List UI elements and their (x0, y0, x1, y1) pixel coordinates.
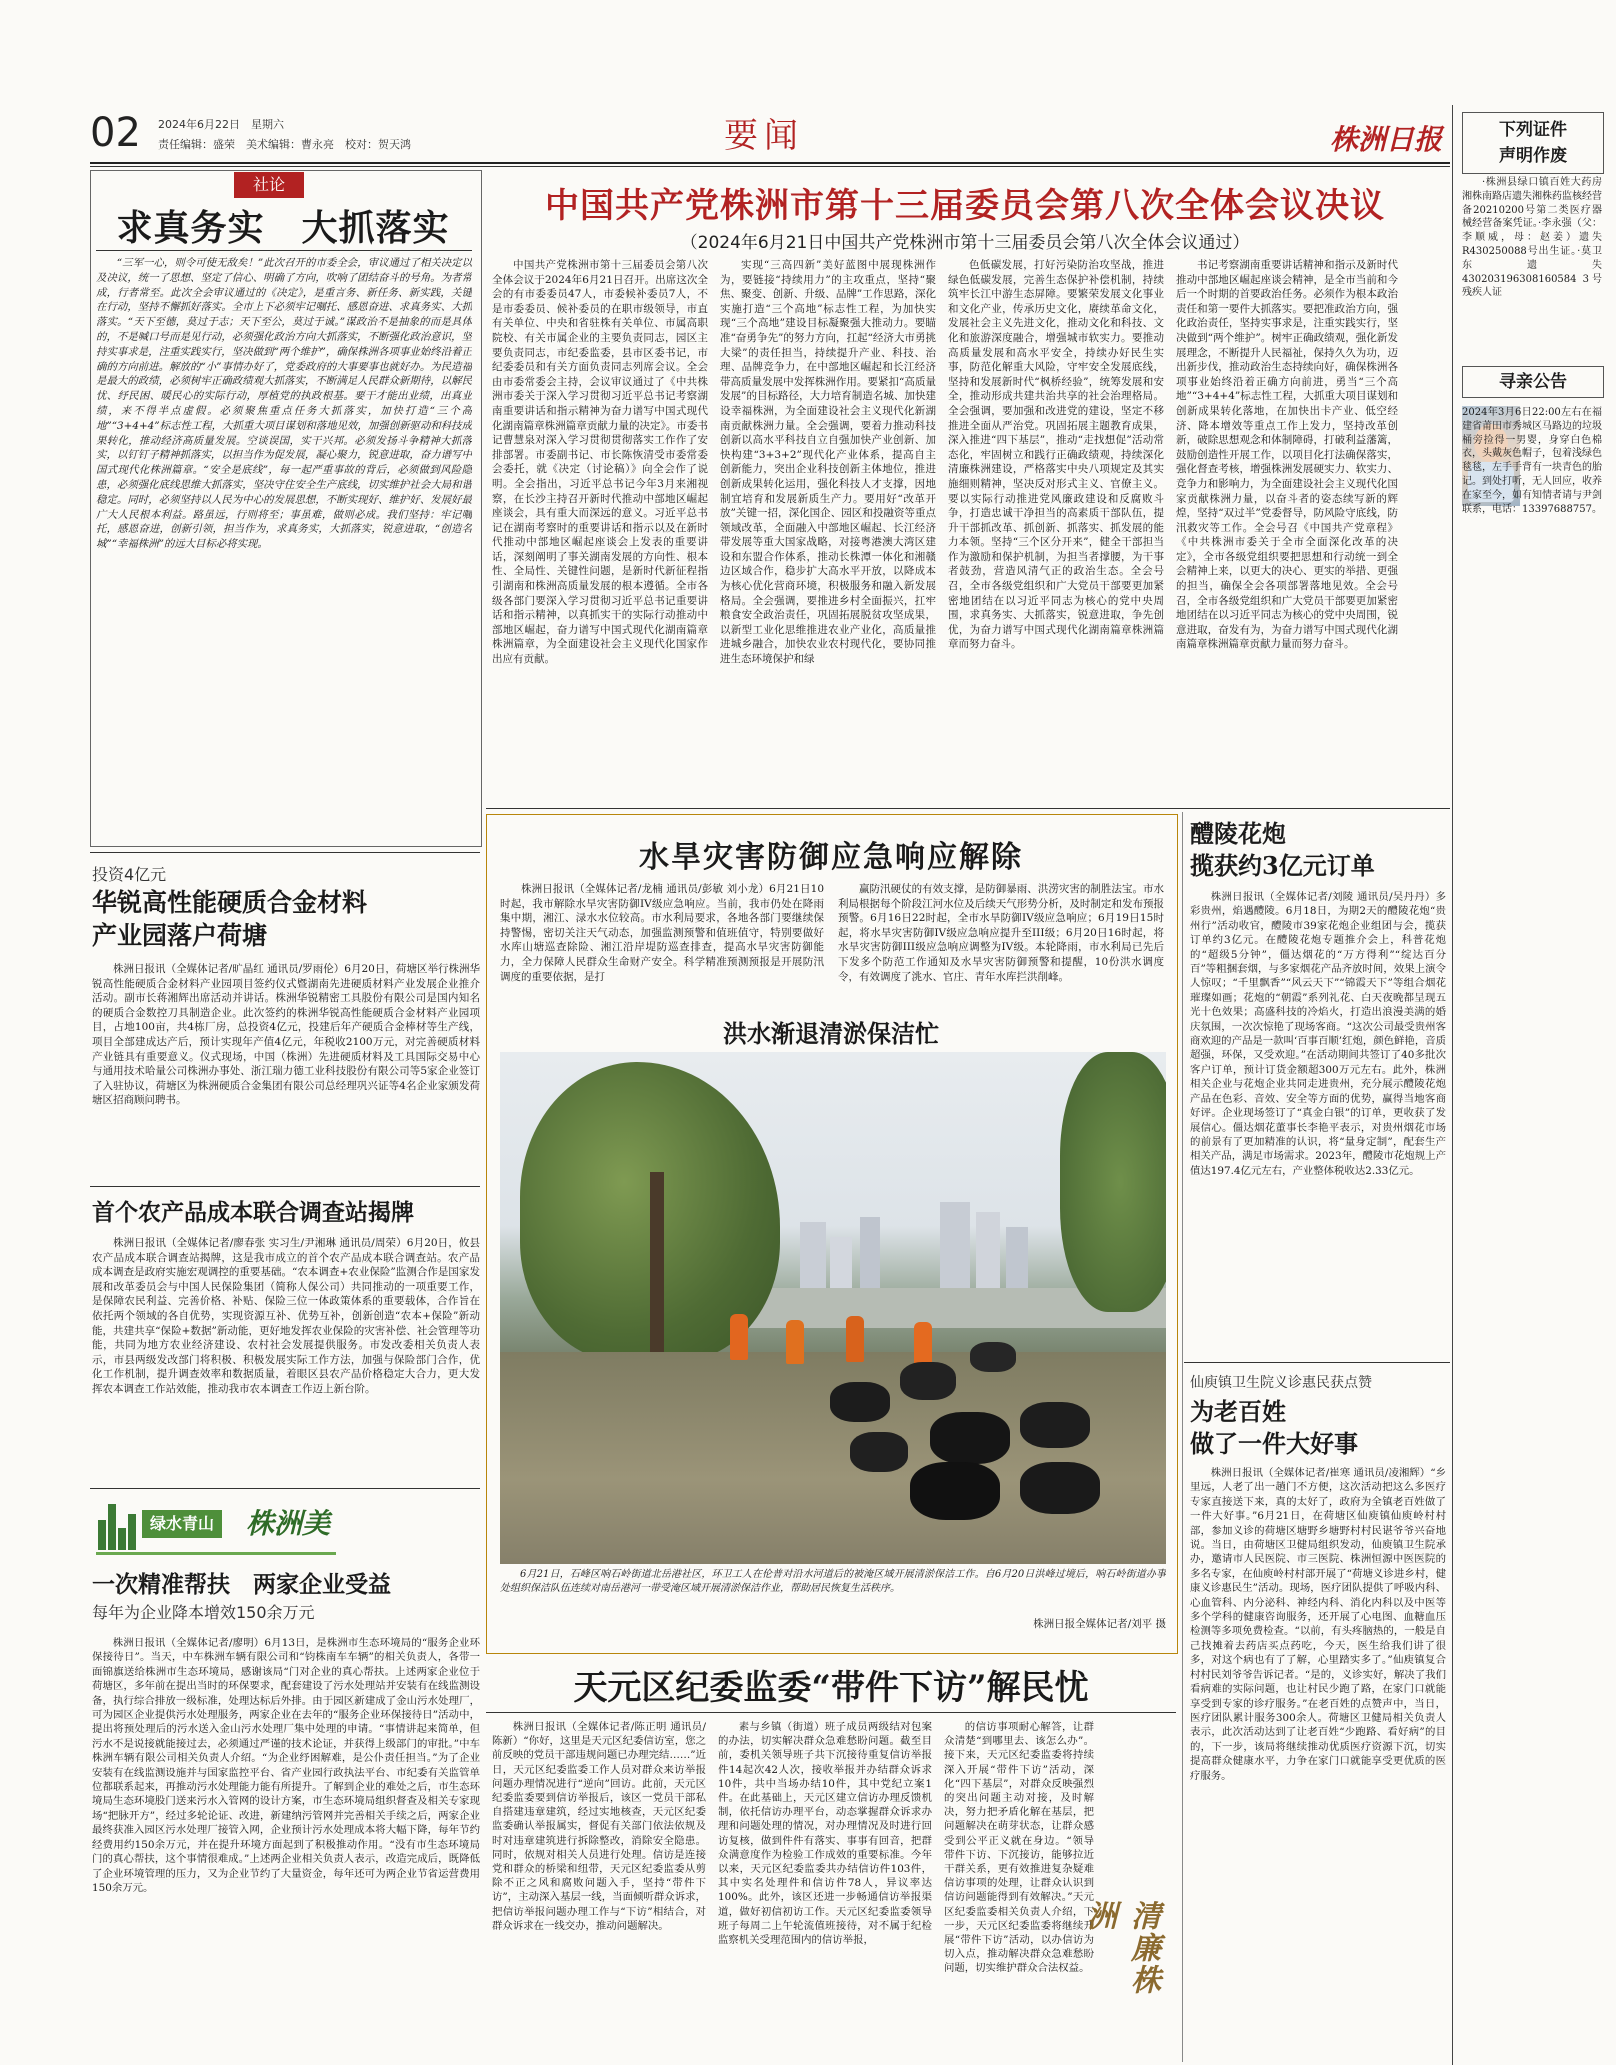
huarui-body: 株洲日报讯（全媒体记者/旷晶红 通讯员/罗雨伦）6月20日，荷塘区举行株洲华锐高性能硬质合金材料产业园项目签约仪式暨湖南先进硬质材料产业发展企业推介活动。副市长蒋湘辉出席活动并讲话。株洲华锐精密工具股份有限公司是国内知名的硬质合金数控刀具制造企业。此次签约的株洲华锐高性能硬质合金材料产业园项目，占地100亩，共4栋厂房，总投资4亿元，投建后年产硬质合金棒材等生产线，项目全部建成达产后，预计实现年产值4亿元，年税收2100万元，对完善硬质材料产业链具有重要意义。仪式现场，中国（株洲）先进硬质材料及工具国际交易中心与通用技术哈量公司株洲办事处、浙江瑞力德工业科技股份有限公司等5家企业签订了入驻协议，荷塘区为株洲硬质合金集团有限公司总经理巩兴证等4名企业家颁发荷塘区招商顾问聘书。 (92, 963, 480, 1107)
flood-cleanup-photo (500, 1052, 1166, 1564)
xianyu-body: 株洲日报讯（全媒体记者/崔寒 通讯员/凌湘辉）“乡里远，人老了出一趟门不方便，这次活动把这么多医疗专家直接送下来，真的太好了，政府为全镇老百姓做了一件大好事。”6月21日，在荷塘区仙庾镇仙庾岭村村部，参加义诊的荷塘区塘野乡塘野村村民谌爷爷兴奋地说。当日，由荷塘区卫健局组织发动，仙庾镇卫生院承办，邀请市人民医院、市三医院、株洲恒源中医医院的多名专家，在仙庾岭村村部开展了“荷塘义诊进乡村，健康义诊惠民生”活动。现场，医疗团队提供了呼吸内科、心血管科、内分泌科、神经内科、消化内科以及中医等多个学科的健康咨询服务，还开展了心电图、血糖血压检测等多项免费检查。“以前，有头疼脑热的，一般是自己找摊着去药店买点药吃，今天，医生给我们讲了很多，对这个病也有了了解，心里踏实多了。”仙庾镇复合村村民刘爷爷告诉记者。“是的，义诊实好，解决了我们看病难的实际问题，也让村民少跑了路，在家门口就能享受到专家的诊疗服务。”在老百姓的点赞声中，当日，医疗团队累计服务300余人。荷塘区卫健局相关负责人表示，此次活动达到了让老百姓“少跑路、看好病”的目的，下一步，该局将继续推动优质医疗资源下沉，切实提高群众健康水平，力争在家门口就能享受更优质的医疗服务。 (1190, 1467, 1446, 1782)
editorial-title: 求真务实 大抓落实 (116, 207, 450, 249)
resolution-col1: 中国共产党株洲市第十三届委员会第八次全体会议于2024年6月21日召开。出席这次全会的有市委委员47人，市委候补委员7人，不是市委委员、候补委员的在职市级领导，市直有关单位、中央和省驻株有关单位、市属高职院校、有关市属企业的主要负责同志，园区主要负责同志，市纪委监委，县市区委书记，市纪委委员和有关方面负责同志列席会议。全会由市委常委会主持，会议审议通过了《中共株洲市委关于深入学习贯彻习近平总书记考察湖南重要讲话和指示精神为奋力谱写中国式现代化湖南篇章株洲篇章贡献力量的决定》。市委书记曹慧泉对深入学习贯彻贯彻落实工作作了安排部署。市委副书记、市长陈恢清受市委常委会委托，就《决定（讨论稿）》向全会作了说明。全会指出，习近平总书记今年3月来湘视察，在长沙主持召开新时代推动中部地区崛起座谈会，具有重大而深远的意义。习近平总书记在湖南考察时的重要讲话和指示以及在新时代推动中部地区崛起座谈会上发表的重要讲话，深刻阐明了事关湖南发展的方向性、根本性、全局性、关键性问题，是新时代新征程指引湖南和株洲高质量发展的根本遵循。全市各级各部门要深入学习贯彻习近平总书记重要讲话和指示精神，以真抓实干的实际行动推动中部地区崛起，奋力谱写中国式现代化湖南篇章株洲篇章，为全面建设社会主义现代化国家作出应有贡献。 (492, 259, 708, 666)
issue-date: 2024年6月22日 星期六 (158, 118, 284, 131)
tianyuan-title: 天元区纪委监委“带件下访”解民忧 (573, 1668, 1089, 1708)
liling-body: 株洲日报讯（全媒体记者/刘陵 通讯员/吴丹丹）多彩贵州，焰遇醴陵。6月18日，为期2天的醴陵花炮“贵州行”活动收官，醴陵市39家花炮企业组团与会，揽获订单约3亿元。在醴陵花炮专题推介会上，科普花炮的“超级5分钟”，僵达烟花的“万方得利”“绽达百分百”等粗捆套烟，与多家烟花产品齐放时间，效果上演令人惊叹；“千里飘香”“风云天下”“锦霞天下”等组合烟花璀璨如画；花炮的“朝霞”系列礼花、白天夜晚都呈现五光十色效果；高盛科技的冷焰火，打造出浪漫美满的婚庆氛围，一次次惊艳了现场客商。“这次公司最受贵州客商欢迎的产品是一款叫‘百事百顺’红炮，颜色鲜艳，音质超强，环保，又受欢迎。”在活动期间共签订了40多批次客户订单，预计订货金额超300万元左右。此外，株洲相关企业与花炮企业共同走进贵州，充分展示醴陵花炮产品在色彩、音效、安全等方面的优势，赢得当地客商好评。企业现场签订了“真金白银”的订单，更收获了发展信心。僵达烟花董事长李艳平表示，对贵州烟花市场的前景有了更加精准的认识，将“量身定制”，配套生产相关产品，满足市场需求。2023年，醴陵市花炮规上产值达197.4亿元左右，产业整体税收达2.33亿元。 (1190, 891, 1446, 1177)
notice-void-heading: 下列证件 声明作废 (1462, 112, 1604, 174)
flood-title: 水旱灾害防御应急响应解除 (639, 840, 1023, 875)
editorial-tag: 社论 (234, 172, 304, 198)
notice-search-body: 2024年3月6日22:00左右在福建省莆田市秀城区马路边的垃圾桶旁捡得一男婴，身穿白色棉衣，头戴灰色帽子，包着浅绿色毯毯，左手手背有一块青色的胎记。到处打听，无人回应，收养在家至今，如有知情者请与尹剑联系，电话：13397688757。 (1462, 407, 1602, 515)
xianyu-kicker: 仙庾镇卫生院义诊惠民获点赞 (1190, 1375, 1372, 1391)
tianyuan-col2: 素与乡镇（街道）班子成员两级结对包案的办法，切实解决群众急难愁盼问题。截至目前，委机关领导班子共下沉接待重复信访举报件14起次42人次，接收举报并办结群众诉求10件，共中当场办结10件，其中党纪立案1件。在此基础上，天元区建立信访办理反馈机制，依托信访办理平台，动态掌握群众诉求办理和问题处理的情况，对办理情况及时进行回访复核，做到件件有落实、事事有回音，把群众满意度作为检验工作成效的重要标准。今年以来，天元区纪委监委共办结信访件103件，其中实名处理件和信访件78人，异议率达100%。此外，该区还进一步畅通信访举报渠道，做好初信初访工作。天元区纪委监委领导班子每周二上午轮流值班接待，对不属于纪检监察机关受理范围内的信访举报， (718, 1721, 932, 1947)
green-title: 一次精准帮扶 两家企业受益 (92, 1571, 391, 1598)
xianyu-title: 为老百姓 做了一件大好事 (1190, 1397, 1358, 1458)
green-banner (96, 1494, 336, 1556)
banner-right-text: 株洲美 (246, 1507, 331, 1540)
tianyuan-col3: 的信访事项耐心解答，让群众清楚“到哪里去、该怎么办”。接下来，天元区纪委监委将持续深入开展“带件下访”活动，深化“四下基层”，对群众反映强烈的突出问题主动对接，及时解决，努力把矛盾化解在基层，把问题解决在萌芽状态，让群众感受到公平正义就在身边。“领导带件下访、下沉接访，能够拉近干群关系，更有效推进复杂疑难信访事项的处理，让群众认识到信访问题能得到有效解决。”天元区纪委监委相关负责人介绍，下一步，天元区纪委监委将继续开展“带件下访”活动，以办信访为切入点，推动解决群众急难愁盼问题，切实维护群众合法权益。 (944, 1721, 1094, 1975)
resolution-col2: 实现“三高四新”美好蓝图中展现株洲作为，要链接“持续用力”的主攻重点，坚持“聚焦、聚变、创新、升级、品牌”工作思路，深化实施打造“三个高地”标志性工程，为加快实现“三个高地”建设目标凝聚强大推动力。要瞄准“奋勇争先”的努力方向，扛起“经济大市勇挑大梁”的责任担当，持续提升产业、科技、治理、品牌竞争力，在中部地区崛起和长江经济带高质量发展中发挥株洲作用。要紧扣“高质量发展”的目标路径，大力培育制造名城、加快建设幸福株洲，为全面建设社会主义现代化新湖南贡献株洲力量。全会强调，要着力推动科技创新以高水平科技自立自强加快产业创新、加快构建“3+3+2”现代化产业体系，提高自主创新能力，突出企业科技创新主体地位，推进创新成果转化运用，强化科技人才支撑，因地制宜培育和发展新质生产力。要用好“改革开放”关键一招，深化国企、园区和投融资等重点领域改革，全面融入中部地区崛起、长江经济带发展等重大国家战略，对接粤港澳大湾区建设和东盟合作体系，推动长株潭一体化和湘赣边区域合作，稳步扩大高水平开放，以降成本为核心优化营商环境，积极服务和融入新发展格局。全会强调，要推进乡村全面振兴，扛牢粮食安全政治责任，巩固拓展脱贫攻坚成果，以新型工业化思维推进农业产业化，高质量推进城乡融合，加快农业农村现代化，要协同推进生态环境保护和绿 (720, 259, 936, 666)
agri-body: 株洲日报讯（全媒体记者/廖春张 实习生/尹湘琳 通讯员/周荣）6月20日，攸县农产品成本联合调查站揭牌，这是我市成立的首个农产品成本联合调查站。农产品成本调查是政府实施宏观调控的重要基础。“农本调查+农业保险”监测合作是国家发展和改革委员会与中国人民保险集团（简称人保公司）共同推动的一项重要工作，是保障农民利益、完善价格、补贴、保险三位一体政策体系的重要载体，合作旨在依托两个领域的各自优势，实现资源互补、优势互补，创新创造“农本+保险”新动能，共建共享“保险+数据”新动能，更好地发挥农业保险的灾害补偿、社会管理等功能，共同为地方农业经济建设、农村社会发展提供服务。市发改委相关负责人表示，市县两级发改部门将积极、积极发展实际工作方法，加强与保险部门合作，优化工作机制，提升调查效率和数据质量，着眼区县农产品价格稳定大合力，更大发挥农本调查工作站效能，推动我市农本调查工作迈上新台阶。 (92, 1237, 480, 1395)
liling-title: 醴陵花炮 揽获约3亿元订单 (1190, 819, 1375, 880)
resolution-col3: 色低碳发展，打好污染防治攻坚战，推进绿色低碳发展，完善生态保护补偿机制，持续筑牢长江中游生态屏障。要繁荣发展文化事业和文化产业，传承历史文化，赓续革命文化，发展社会主义先进文化，推动文化和科技、文化和旅游深度融合，增强城市软实力。要推动高质量发展和高水平安全，持续办好民生实事，防范化解重大风险，守牢安全发展底线，坚持和发展新时代“枫桥经验”，统筹发展和安全，推动形成共建共治共享的社会治理格局。全会强调，要加强和改进党的建设，坚定不移推进全面从严治党。巩固拓展主题教育成果，深入推进“四下基层”，推动“走找想促”活动常态化，牢固树立和践行正确政绩观，持续深化清廉株洲建设，严格落实中央八项规定及其实施细则精神，坚决反对形式主义、官僚主义。要以实际行动推进党风廉政建设和反腐败斗争，打造忠诚干净担当的高素质干部队伍，提升干部抓改革、抓创新、抓落实、抓发展的能力本领。坚持“三个区分开来”，健全干部担当作为激励和保护机制，为担当者撑腰，为干事者鼓劲，营造风清气正的政治生态。全会号召，全市各级党组织和广大党员干部要更加紧密地团结在以习近平同志为核心的党中央周围，求真务实、大抓落实，锐意进取，争先创优，为奋力谱写中国式现代化湖南篇章株洲篇章而努力奋斗。 (948, 259, 1164, 651)
tianyuan-col1: 株洲日报讯（全媒体记者/陈正明 通讯员/陈新）“你好，这里是天元区纪委信访室，您之前反映的党员干部违规问题已办理完结……”近日，天元区纪委监委工作人员对群众来访举报问题办理情况进行“逆向”回访。此前，天元区纪委监委要到信访举报后，该区一党员干部私自搭建违章建筑，经过实地核查，天元区纪委监委确认举报属实，督促有关部门依法依规及时对违章建筑进行拆除整改，消除安全隐患。同时，依规对相关人员进行处理。信访是连接党和群众的桥梁和纽带，天元区纪委监委从剪除不正之风和腐败问题入手，坚持“带件下访”，主动深入基层一线，当面倾听群众诉求，把信访举报问题办理工作与“下访”相结合，对群众诉求在一线交办，推动问题解决。 (492, 1721, 706, 1932)
huarui-kicker: 投资4亿元 (92, 865, 167, 884)
photo-caption: 6月21日，石峰区响石岭街道北岳港社区，环卫工人在伦普对沿水河道后的被淹区域开展清淤保洁工作。自6月20日洪峰过境后，响石岭街道办事处组织保洁队伍连续对南岳港河一带受淹区域开展清淤保洁作业，帮助居民恢复生活秩序。 (500, 1569, 1166, 1594)
resolution-title: 中国共产党株洲市第十三届委员会第八次全体会议决议 (545, 186, 1385, 226)
section-title: 要闻 (724, 116, 804, 156)
editor-credits: 责任编辑：盛荣 美术编辑：曹永亮 校对：贺天鸿 (158, 138, 411, 151)
banner-left-text: 绿水青山 (142, 1510, 222, 1538)
newspaper-logo: 株洲日报 (1330, 123, 1443, 156)
flood-body-right: 赢防汛硬仗的有效支撑，是防御暴雨、洪涝灾害的制胜法宝。市水利局根据每个阶段江河水位及后续天气形势分析，及时制定和发布预报预警。6月16日22时起，全市水旱防御IV级应急响应；6月19日15时起，将水旱灾害防御IV级应急响应提升至III级；6月20日16时起，将水旱灾害防御III级应急响应调整为IV级。本轮降雨，市水利局已先后下发多个防范工作通知及水旱灾害防御预警和提醒，10份洪水调度令，有效调度了洮水、官庄、青年水库拦洪削峰。 (838, 883, 1164, 983)
notice-void-body: ·株洲县绿口镇百姓大药房湘株南路店遗失湘株药监核经营备20210200号第二类医疗器械经营备案凭证。·李永强（父：李顺威，母：赵姜）遗失R430250088号出生证。·莫卫东遗失430203196308160584 3号残疾人证 (1462, 177, 1602, 299)
green-subtitle: 每年为企业降本增效150余万元 (92, 1603, 315, 1622)
page-number: 02 (90, 110, 141, 156)
agri-title: 首个农产品成本联合调查站揭牌 (92, 1199, 414, 1226)
photo-credit: 株洲日报全媒体记者/刘平 摄 (1033, 1618, 1166, 1630)
city-skyline-icon (98, 1498, 138, 1550)
resolution-col4: 书记考察湖南重要讲话精神和指示及新时代推动中部地区崛起座谈会精神，是全市当前和今后一个时期的首要政治任务。必须作为根本政治责任和第一要件大抓落实。要把准政治方向，强化政治责任，坚持实事求是，注重实践实行，坚决做到“两个维护”。树牢正确政绩观，强化新发展理念，不断提升人民福祉，保持久久为功，迈出新步伐，推动政治生态持续向好，确保株洲各项事业始终沿着正确方向前进，勇当“三个高地”“3+4+4”标志性工程，大抓重大项目谋划和创新成果转化落地，在加快出卡产业、低空经济、降本增效等重点工作上发力，坚持改革创新，破除思想观念和体制障碍，打破利益藩篱，鼓励创造性开展工作，以项目化打法确保落实，强化督查考核，增强株洲发展硬实力、软实力、竞争力和影响力，为全面建设社会主义现代化国家贡献株洲力量，以奋斗者的姿态续写新的辉煌，坚持“双过半”党委督导，防风险守底线，防汛救灾等工作。全会号召《中国共产党章程》《中共株洲市委关于全市全面深化改革的决定》，全市各级党组织要把思想和行动统一到全会精神上来，以更大的决心、更实的举措、更强的担当，确保全会各项部署落地见效。全会号召，全市各级党组织和广大党员干部要更加紧密地团结在以习近平同志为核心的党中央周围，锐意进取，奋发有为，为奋力谱写中国式现代化湖南篇章株洲篇章贡献力量而努力奋斗。 (1176, 259, 1398, 651)
notice-search-heading: 寻亲公告 (1462, 366, 1604, 398)
photo-title: 洪水渐退清淤保洁忙 (723, 1019, 939, 1048)
editorial-body: “三军一心，则令可使无敌矣！”此次召开的市委全会，审议通过了相关决定以及决议，统一了思想、坚定了信心、明确了方向，吹响了团结奋斗的号角。为者常成，行者常至。此次全会审议通过的《决定》，是重言务、新任务、新实践，关键在行动，坚持不懈抓好落实。全市上下必须牢记嘱托、感恩奋进、求真务实、大抓落实。“天下至德，莫过于志；天下至公，莫过于诚。”谋政治不是抽象的而是具体的，不是喊口号而是见行动，必须强化政治方向大抓落实，不断强化政治意识，坚持实事求是，注重实践实行，坚决做到“两个维护”，确保株洲各项事业始终沿着正确的方向前进。解放的“小”事情办好了，党委政府的大事要事也就好办。为民造福是最大的政绩，必须树牢正确政绩观大抓落实，不断满足人民群众新期待，以解民忧、纾民困、暖民心的实际行动，厚植党的执政根基。要干才能出业绩，出真业绩，来不得半点虚假。必须聚焦重点任务大抓落实，加快打造“三个高地”“3+4+4”标志性工程，大抓重大项目谋划和落地见效，加强创新驱动和科技成果转化，推动经济高质量发展。空谈误国，实干兴邦。必须发扬斗争精神大抓落实，以钉钉子精神抓落实，以担当作为促发展，凝心聚力，锐意进取，奋力谱写中国式现代化株洲篇章。“安全是底线”，每一起严重事故的背后，必须做到风险隐患，必须强化底线思维大抓落实，坚决守住安全生产底线，切实维护社会大局和谐稳定。同时，必须坚持以人民为中心的发展思想，不断实现好、维护好、发展好最广大人民根本利益。路虽远，行则将至；事虽难，做则必成。我们坚持：牢记嘱托，感恩奋进，创新引领，担当作为，求真务实，大抓落实，锐意进取，“创造名城”“幸福株洲”的远大目标必将实现。 (96, 257, 472, 551)
resolution-subtitle: （2024年6月21日中国共产党株洲市第十三届委员会第八次全体会议通过） (680, 233, 1250, 253)
clean-zhuzhou-logo: 清廉株洲 (1081, 1900, 1160, 1996)
green-body: 株洲日报讯（全媒体记者/廖明）6月13日，是株洲市生态环境局的“服务企业环保接待日”。当天，中车株洲车辆有限公司和“钧株南车车辆”的相关负责人，各带一面锦旗送给株洲市生态环境局，感谢该局“门对企业的真心帮扶。上述两家企业位于荷塘区，多年前在提出当时的环保要求，配套建设了污水处理站并安装有在线监测设备，执行综合排放一级标准，处理达标后外排。由于园区新建成了金山污水处理厂，可为园区企业提供污水处理服务，两家企业在去年的“服务企业环保接待日”活动中，提出将预处理后的污水送入金山污水处理厂集中处理的申请。“事情讲起来简单，但污水不是说接就能接过去，必须通过严谨的技术论证，并获得上级部门的审批。”中车株洲车辆有限公司相关负责人介绍。“为企业纾困解难，是公仆责任担当。”为了企业安装有在线监测设施并与国家监控平台、省产业园行政执法平台、市纪委有关监管单位都联系起来，再推动污水处理能力能有所提升。了解到企业的难处之后，市生态环境局生态环境股门送来污水入管网的设计方案，市生态环境局组织督查及相关专家现场“把脉开方”，经过多轮论证、改进，新建纳污管网并完善相关手续之后，两家企业最终获准入园区污水处理厂接管入网，企业预计污水处理成本将大幅下降，每年节约经费用约150余万元，并在提升环境方面起到了积极推动作用。“没有市生态环境局门的真心帮扶，这个事情很难成。”上述两企业相关负责人表示，改造完成后，既降低了企业环境管理的压力，又为企业节约了大量资金，每年还可为两企业节省运营费用150余万元。 (92, 1637, 480, 1894)
huarui-title: 华锐高性能硬质合金材料 产业园落户荷塘 (92, 888, 368, 950)
flood-body-left: 株洲日报讯（全媒体记者/龙楠 通讯员/彭敏 刘小龙）6月21日10时起，我市解除水旱灾害防御IV级应急响应。当前，我市仍处在降雨集中期，湘江、渌水水位较高。市水利局要求，各地各部门要继续保持警惕，密切关注天气动态，加强监测预警和值班值守，特别要做好水库山塘巡查除险、湘江沿岸堤防巡查排查，提高水旱灾害防御能力，全力保障人民群众生命财产安全。科学精准预测预报是开展防汛调度的重要依据，是打 (500, 883, 824, 983)
